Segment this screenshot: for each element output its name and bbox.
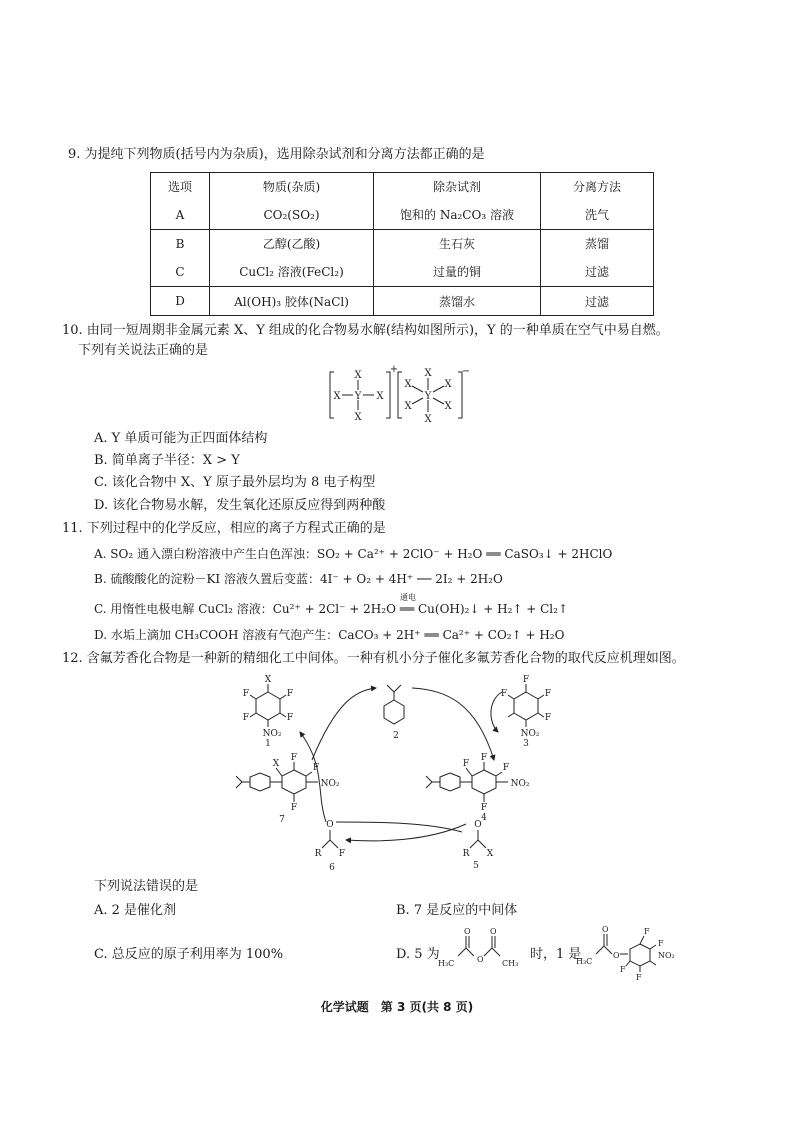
q10-option-a: A. Y 单质可能为正四面体结构 [94, 431, 268, 446]
charge-plus: + [389, 364, 399, 375]
table-cell: Al(OH)₃ 胶体(NaCl) [210, 287, 374, 316]
svg-text:F: F [480, 803, 488, 813]
q11-option-a: A. SO₂ 通入漂白粉溶液中产生白色浑浊：SO₂ + Ca²⁺ + 2ClO⁻ + H₂O ══ CaSO₃↓ + 2HClO [94, 547, 613, 561]
svg-text:F: F [620, 965, 626, 974]
table-cell: 生石灰 过量的铜 [374, 230, 541, 287]
atom-x: X [376, 391, 384, 402]
compound-7-pyridinium-ring [250, 773, 270, 791]
q12-option-a: A. 2 是催化剂 [94, 903, 177, 918]
compound-7-aryl-ring [282, 770, 306, 794]
q12-option-d-mid: 时，1 是 [530, 947, 582, 962]
svg-text:F: F [544, 689, 552, 699]
compound-1-ring [256, 692, 280, 720]
atom-x: X [354, 412, 362, 423]
atom-x: X [354, 370, 362, 381]
atom-x: X [404, 401, 412, 412]
svg-text:R: R [462, 849, 470, 859]
atom-x: X [444, 379, 452, 390]
svg-text:NO₂: NO₂ [520, 729, 540, 739]
compound-4-pyridinium-ring [440, 773, 460, 791]
label-compound-5: 5 [473, 861, 479, 871]
svg-text:F: F [242, 713, 250, 723]
charge-minus: − [461, 366, 470, 377]
svg-text:F: F [286, 689, 294, 699]
q12-option-c: C. 总反应的原子利用率为 100% [94, 947, 284, 962]
svg-text:F: F [644, 927, 650, 936]
svg-text:O: O [326, 820, 334, 830]
q11-option-b: B. 硫酸酸化的淀粉－KI 溶液久置后变蓝：4I⁻ + O₂ + 4H⁺ ── 2I₂ + 2H₂O [94, 572, 503, 586]
q10-stem-line1: 10. 由同一短周期非金属元素 X、Y 组成的化合物易水解(结构如图所示)，Y 的一种单质在空气中易自燃。 [62, 323, 669, 338]
svg-text:F: F [290, 803, 298, 813]
q12-stem: 12. 含氟芳香化合物是一种新的精细化工中间体。一种有机小分子催化多氟芳香化合物的取代反应机理如图。 [62, 651, 685, 666]
cycle-arrow-bottom-inner [336, 822, 462, 832]
svg-text:F: F [480, 753, 488, 763]
cycle-arrow-bottom [346, 824, 466, 841]
ester-structure [574, 922, 688, 982]
svg-text:O: O [602, 925, 609, 934]
table-cell: 蒸馏 过滤 [541, 230, 654, 287]
q9-col-substance: 物质(杂质) CO₂(SO₂) [210, 173, 374, 230]
svg-text:NO₂: NO₂ [262, 729, 282, 739]
atom-y: Y [354, 391, 362, 402]
compound-2-ring [384, 700, 404, 724]
svg-text:F: F [338, 849, 346, 859]
atom-x: X [424, 414, 432, 425]
q11-stem: 11. 下列过程中的化学反应，相应的离子方程式正确的是 [62, 521, 386, 536]
svg-text:X: X [486, 849, 494, 859]
svg-text:O: O [474, 820, 482, 830]
svg-text:F: F [636, 973, 642, 982]
svg-text:O: O [477, 955, 484, 964]
label-compound-2: 2 [393, 731, 399, 741]
svg-text:F: F [544, 713, 552, 723]
atom-x: X [424, 368, 432, 379]
q10-option-c: C. 该化合物中 X、Y 原子最外层均为 8 电子构型 [94, 475, 376, 490]
atom-y: Y [424, 391, 432, 402]
svg-text:R: R [314, 849, 322, 859]
svg-text:F: F [312, 763, 320, 773]
svg-text:NO₂: NO₂ [658, 951, 675, 960]
svg-text:X: X [272, 759, 280, 769]
q10-stem-line2: 下列有关说法正确的是 [78, 343, 209, 358]
svg-text:F: F [242, 689, 250, 699]
svg-text:F: F [502, 763, 510, 773]
table-cell: D [151, 287, 210, 316]
q9-col-method: 分离方法 洗气 [541, 173, 654, 230]
q10-option-b: B. 简单离子半径：X > Y [94, 453, 240, 468]
table-cell: B C [151, 230, 210, 287]
atom-x: X [333, 391, 341, 402]
svg-text:NO₂: NO₂ [320, 779, 340, 789]
svg-text:F: F [290, 753, 298, 763]
svg-text:NO₂: NO₂ [510, 779, 530, 789]
q12-option-b: B. 7 是反应的中间体 [396, 903, 518, 918]
q10-option-d: D. 该化合物易水解，发生氧化还原反应得到两种酸 [94, 498, 386, 513]
label-compound-1: 1 [265, 739, 271, 749]
label-compound-4: 4 [481, 813, 487, 823]
compound-3-ring [514, 692, 538, 720]
q10-structure-diagram [320, 364, 470, 426]
q9-col-option: 选项 A [151, 173, 210, 230]
atom-x: X [444, 401, 452, 412]
svg-text:F: F [522, 675, 530, 685]
table-cell: 过滤 [541, 287, 654, 316]
svg-text:F: F [500, 689, 508, 699]
table-cell: 乙醇(乙酸) CuCl₂ 溶液(FeCl₂) [210, 230, 374, 287]
table-cell: 蒸馏水 [374, 287, 541, 316]
q9-col-reagent: 除杂试剂 饱和的 Na₂CO₃ 溶液 [374, 173, 541, 230]
cycle-arrow-top-right [412, 688, 494, 760]
label-compound-3: 3 [523, 739, 529, 749]
anhydride-structure [436, 924, 528, 970]
svg-text:O: O [490, 927, 497, 936]
atom-x: X [404, 379, 412, 390]
svg-text:F: F [286, 713, 294, 723]
q11-option-d: D. 水垢上滴加 CH₃COOH 溶液有气泡产生：CaCO₃ + 2H⁺ ══ Ca²⁺ + CO₂↑ + H₂O [94, 628, 565, 642]
svg-text:F: F [462, 759, 470, 769]
q11-option-c: C. 用惰性电极电解 CuCl₂ 溶液：Cu²⁺ + 2Cl⁻ + 2H₂O ══ Cu(OH)₂↓ + H₂↑ + Cl₂↑ [94, 602, 569, 616]
svg-text:CH₃: CH₃ [502, 959, 519, 968]
compound-4-aryl-ring [472, 770, 496, 794]
svg-text:H₃C: H₃C [438, 959, 455, 968]
svg-text:F: F [658, 939, 664, 948]
svg-text:H₃C: H₃C [576, 957, 593, 966]
svg-text:X: X [264, 675, 272, 685]
output-arrow-1 [300, 732, 326, 822]
label-compound-6: 6 [329, 863, 335, 873]
electrolysis-label: 通电 [400, 593, 416, 602]
svg-text:O: O [464, 927, 471, 936]
q9-stem: 9. 为提纯下列物质(括号内为杂质)，选用除杂试剂和分离方法都正确的是 [68, 147, 485, 162]
q12-sub-stem: 下列说法错误的是 [94, 879, 199, 894]
q9-table [150, 172, 654, 316]
q12-option-d-prefix: D. 5 为 [396, 947, 440, 962]
label-compound-7: 7 [279, 815, 285, 825]
svg-text:O: O [613, 951, 620, 960]
cycle-arrow-top-left [312, 688, 376, 760]
q12-mechanism-diagram [226, 672, 576, 877]
page-footer: 化学试题 第 3 页(共 8 页) [320, 1000, 474, 1014]
